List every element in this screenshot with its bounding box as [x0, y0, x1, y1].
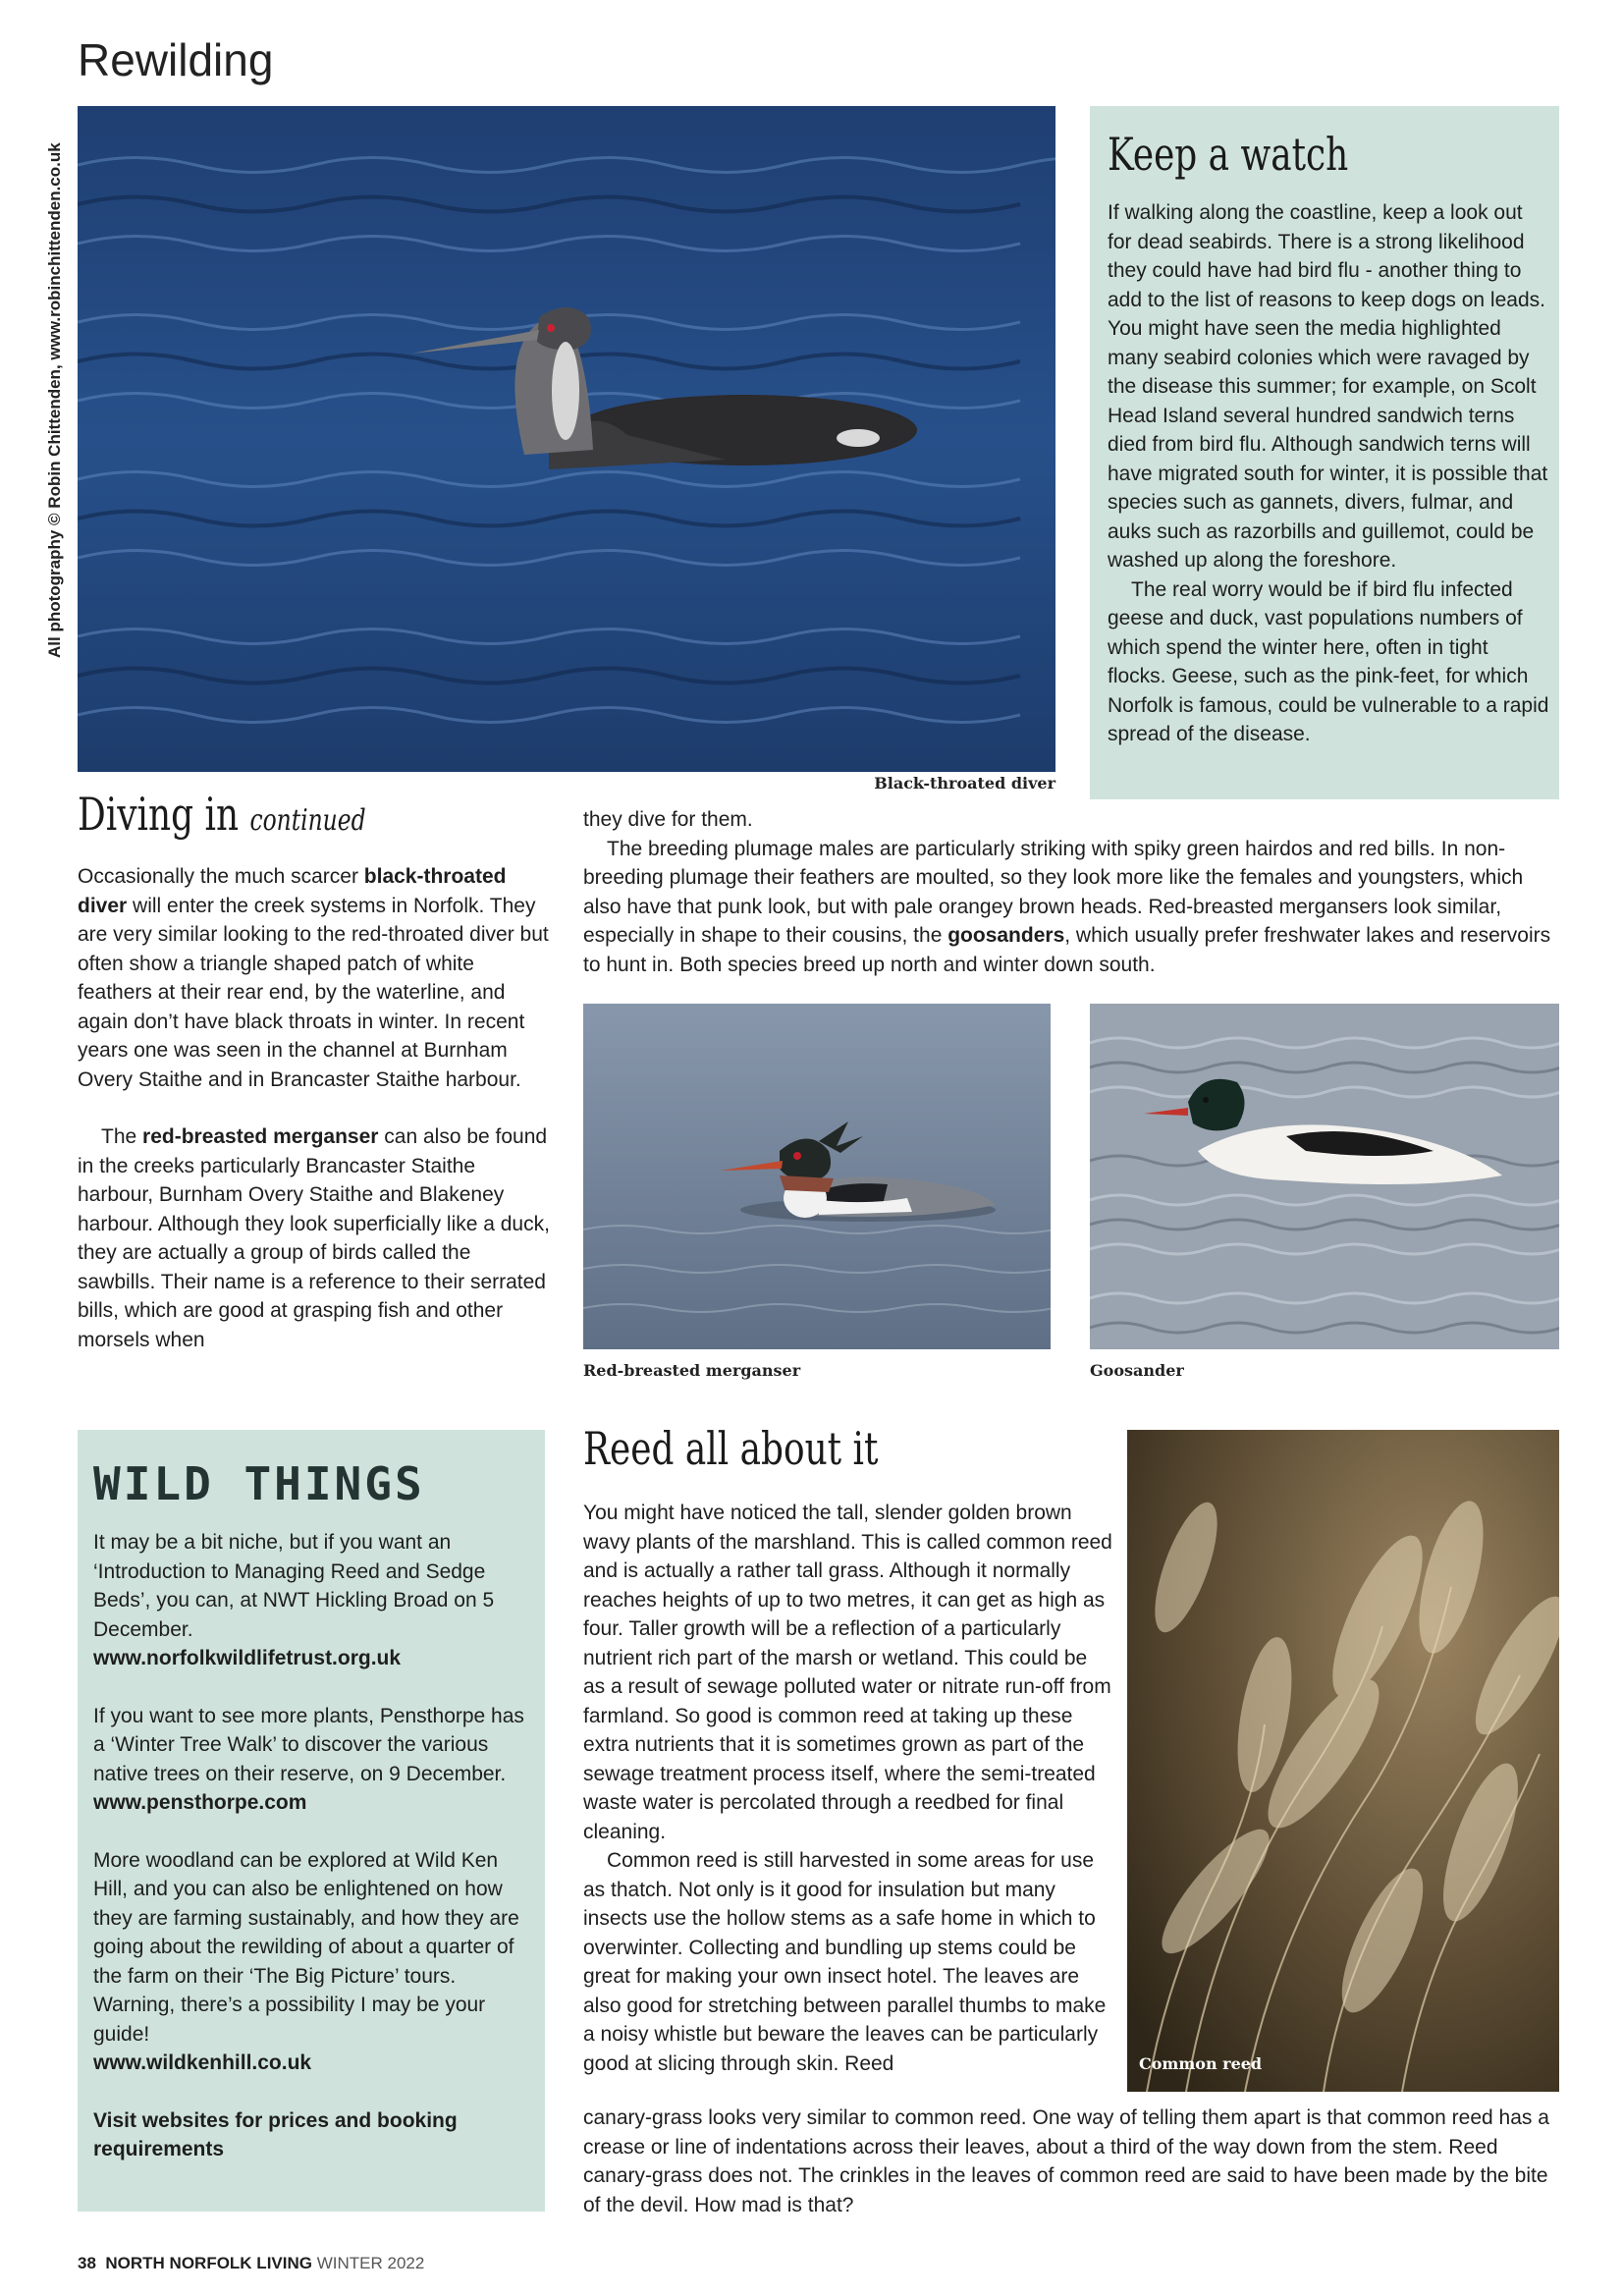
goosander-species: goosanders [947, 924, 1065, 947]
reed-paragraph: canary-grass looks very similar to common reed. One way of telling them apart is that common reed has a crease or line of indentations across their leaves, about a third of the way down from the stem. Reed canary-grass does not. The crinkles in the leaves of common reed are said to have been made by the bite of the devil. How mad is that? [583, 2106, 1549, 2216]
diving-title-sub: continued [249, 803, 366, 838]
diving-paragraph: Occasionally the much scarcer black-throated diver will enter the creek systems in Norfolk. They are very similar looking to the red-throated diver but often show a triangle shaped patch of white feathers at their rear end, by the waterline, and again don’t have black throats in winter. In recent years one was seen in the channel at Burnham Overy Staithe and in Brancaster Staithe harbour. [78, 865, 549, 1091]
diving-paragraph: The red-breasted merganser can also be found in the creeks particularly Brancaster Staithe harbour, Burnham Overy Staithe and Blakeney harbour. Although they look superficially like a duck, they are actually a group of birds called the sawbills. Their name is a reference to their serrated bills, which are good at grasping fish and other morsels when [78, 1125, 550, 1351]
magazine-name: NORTH NORFOLK LIVING [105, 2254, 312, 2272]
keep-watch-text [1108, 198, 1549, 749]
section-label: Rewilding [78, 34, 274, 85]
diving-continuation [583, 805, 1561, 979]
diving-title-main: Diving in [78, 788, 240, 841]
diver-photo [78, 106, 1055, 772]
diving-paragraph: The breeding plumage males are particularly striking with spiky green hairdos and red bills. In non-breeding plumage their feathers are moulted, so they look more like the females and youngsters, which also have that punk look, but with pale orangey brown heads. Red-breasted mergansers look similar, especially in shape to their cousins, the goosanders, which usually prefer freshwater lakes and reservoirs to hunt in. Both species breed up north and winter down south. [583, 837, 1551, 976]
wild-things-link[interactable]: www.pensthorpe.com [93, 1791, 307, 1814]
reed-paragraph: You might have noticed the tall, slender golden brown wavy plants of the marshland. This is called common reed and is actually a rather tall grass. Although it normally reaches heights of up to two metres, it can get as high as four. Taller growth will be a reflection of a particularly nutrient rich part of the marsh or wetland. This could be as a result of sewage polluted water or nitrate run-off from farmland. So good is common reed at taking up these extra nutrients that it is sometimes grown as part of the sewage treatment process itself, where the semi-treated waste water is percolated through a reedbed for final cleaning. [583, 1502, 1112, 1843]
wild-things-item: It may be a bit niche, but if you want an ‘Introduction to Managing Reed and Sedge Beds’, you can, at NWT Hickling Broad on 5 December. [93, 1531, 495, 1641]
reed-text [583, 1499, 1113, 2078]
diver-species: black-throated diver [78, 865, 507, 917]
page-number: 38 [78, 2254, 96, 2272]
merganser-caption: Red-breasted merganser [583, 1361, 801, 1380]
reed-paragraph: Common reed is still harvested in some areas for use as thatch. Not only is it good for insulation but many insects use the hollow stems as a safe home in which to overwinter. Collecting and bundling up stems could be great for making your own insect hotel. The leaves are also good for stretching between parallel thumbs to make a noisy whistle but beware the leaves can be particularly good at slicing through skin. Reed [583, 1849, 1107, 2075]
issue-label: WINTER 2022 [316, 2254, 425, 2272]
diving-paragraph: they dive for them. [583, 808, 753, 831]
keep-watch-box [1090, 106, 1559, 799]
wild-things-box [78, 1430, 545, 2212]
wild-things-title: WILD THINGS [93, 1457, 425, 1510]
reed-text-continued [583, 2104, 1561, 2219]
page-footer [78, 2254, 424, 2273]
wild-things-item: More woodland can be explored at Wild Ken Hill, and you can also be enlightened on how they are farming sustainably, and how they are going about the rewilding of about a quarter of the farm on their ‘The Big Picture’ tours. Warning, there’s a possibility I may be your guide! [93, 1848, 519, 2046]
keep-watch-paragraph: If walking along the coastline, keep a look out for dead seabirds. There is a strong likelihood they could have had bird flu - another thing to add to the list of reasons to keep dogs on leads. You might have seen the media highlighted many seabird colonies which were ravaged by the disease this summer; for example, on Scolt Head Island several hundred sandwich terns died from bird flu. Although sandwich terns will have migrated south for winter, it is possible that species such as gannets, divers, fulmar, and auks such as razorbills and guillemot, could be washed up along the foreshore. [1108, 201, 1548, 572]
diver-caption: Black-throated diver [874, 774, 1055, 793]
goosander-caption: Goosander [1090, 1361, 1184, 1380]
goosander-photo [1090, 1004, 1559, 1349]
wild-things-link[interactable]: www.norfolkwildlifetrust.org.uk [93, 1647, 402, 1669]
reed-caption: Common reed [1139, 2054, 1263, 2073]
reed-title: Reed all about it [583, 1422, 879, 1475]
diving-title [78, 788, 366, 841]
reed-photo [1127, 1430, 1559, 2092]
photo-credit: All photography © Robin Chittenden, www.robinchittenden.co.uk [45, 142, 64, 658]
diving-left-column [78, 862, 551, 1354]
wild-things-closing: Visit websites for prices and booking requirements [93, 2108, 458, 2160]
merganser-species: red-breasted merganser [142, 1125, 379, 1148]
wild-things-item: If you want to see more plants, Pensthorpe has a ‘Winter Tree Walk’ to discover the various native trees on their reserve, on 9 December. [93, 1704, 524, 1785]
keep-watch-title: Keep a watch [1108, 128, 1349, 181]
wild-things-link[interactable]: www.wildkenhill.co.uk [93, 2051, 312, 2074]
keep-watch-paragraph: The real worry would be if bird flu infected geese and duck, vast populations numbers of which spend the winter here, often in tight flocks. Geese, such as the pink-feet, for which Norfolk is famous, could be vulnerable to a rapid spread of the disease. [1108, 577, 1549, 745]
merganser-photo [583, 1004, 1051, 1349]
wild-things-text [93, 1528, 535, 2164]
